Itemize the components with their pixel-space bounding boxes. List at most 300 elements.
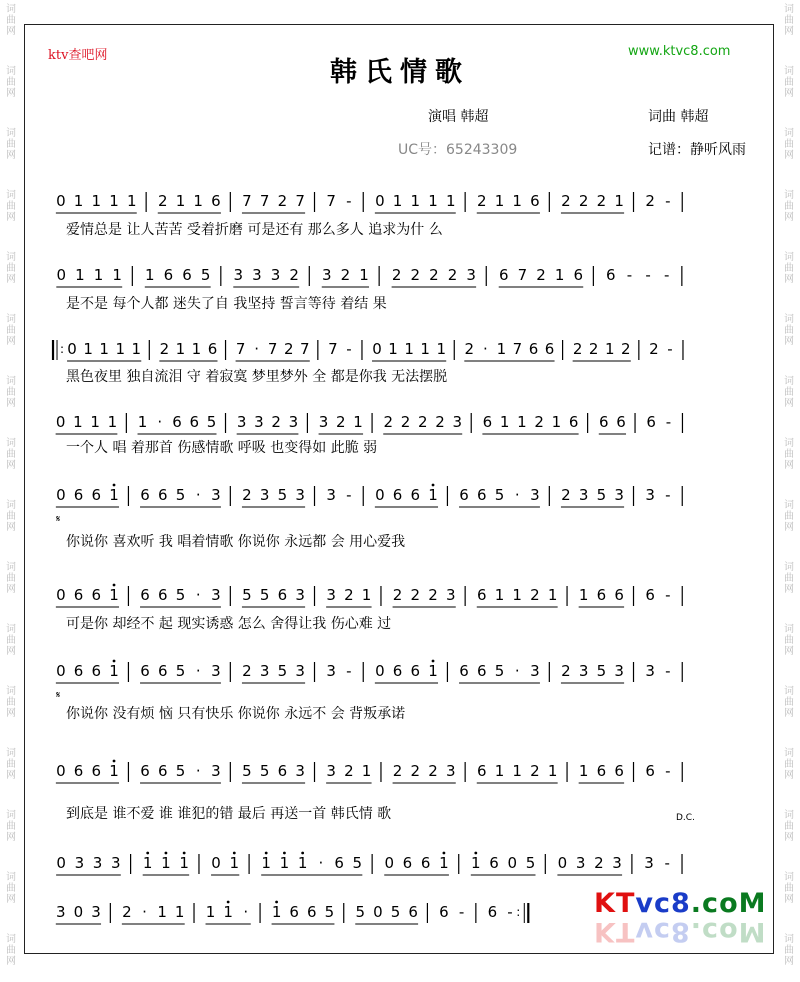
note: 6 (91, 486, 102, 504)
note: 6 (645, 762, 655, 780)
logo-text (594, 888, 767, 919)
note: 3 (326, 486, 336, 504)
watermark-mark: 词 曲 网 (784, 128, 794, 161)
watermark-mark: 词 曲 网 (6, 810, 16, 843)
note: 0 (373, 903, 383, 921)
note: - (645, 266, 651, 284)
logo-letter: v (635, 888, 654, 919)
watermark-mark: 词 曲 网 (784, 686, 794, 719)
note: 2 (578, 192, 589, 210)
note: 3 (530, 662, 540, 680)
note: 5 (525, 854, 536, 872)
note: 5 (175, 486, 186, 504)
high-octave-dot (146, 852, 149, 855)
note: 1 (428, 486, 438, 504)
note: 1 (229, 854, 240, 872)
note: 5 (277, 486, 288, 504)
note: 2 (561, 662, 571, 680)
note: 2 (410, 266, 421, 284)
lyric-line: 黑色夜里 独自流泪 守 着寂寞 梦里梦外 全 都是你我 无法摆脱 (66, 369, 448, 385)
note: 1 (83, 340, 93, 358)
watermark-mark: 词 曲 网 (6, 438, 16, 471)
note: 6 (646, 413, 656, 431)
watermark-mark: 词 曲 网 (6, 128, 16, 161)
note: 3 (452, 413, 462, 431)
note: 3 (326, 762, 336, 780)
note: · (514, 662, 520, 680)
note: 7 (267, 340, 278, 358)
note: 0 (56, 662, 66, 680)
note: 1 (361, 586, 372, 604)
note: 1 (494, 762, 505, 780)
logo-letter: o (719, 888, 739, 919)
note: 6 (277, 762, 288, 780)
high-octave-dot (443, 852, 446, 855)
note: · (254, 340, 260, 358)
note: 0 (56, 762, 66, 780)
note: 6 (334, 854, 344, 872)
note: 6 (459, 486, 469, 504)
note: 2 (242, 486, 252, 504)
note: 1 (614, 192, 624, 210)
note: 2 (383, 413, 394, 431)
note: 7 (517, 266, 528, 284)
note: 0 (375, 662, 385, 680)
note: 2 (392, 762, 403, 780)
watermark-mark: 词 曲 网 (6, 314, 16, 347)
note: 6 (596, 762, 607, 780)
note: 5 (242, 586, 252, 604)
note: 5 (242, 762, 252, 780)
high-octave-dot (432, 484, 435, 487)
note: 2 (649, 340, 659, 358)
note: 1 (547, 586, 558, 604)
note: 2 (417, 413, 428, 431)
note: 2 (645, 192, 655, 210)
note: 7 (295, 192, 305, 210)
high-octave-dot (432, 660, 435, 663)
note: 2 (429, 266, 439, 284)
lyric-line: 爱情总是 让人苦苦 受着折磨 可是还有 那么多人 追求为什 么 (66, 222, 443, 238)
note: - (665, 413, 672, 431)
note: 3 (614, 486, 624, 504)
note: 7 (326, 192, 336, 210)
note: 6 (476, 486, 487, 504)
note: 5 (259, 762, 270, 780)
note: 3 (270, 266, 281, 284)
note: 5 (175, 586, 186, 604)
logo-letter-reflection: K (594, 916, 616, 947)
note: 1 (428, 662, 438, 680)
note: 3 (326, 586, 336, 604)
note: 1 (261, 854, 271, 872)
note: 6 (207, 340, 218, 358)
site-name-left: ktv查吧网 (48, 48, 108, 63)
note: 1 (93, 266, 104, 284)
note: 2 (159, 340, 170, 358)
watermark-mark: 词 曲 网 (6, 748, 16, 781)
note: 2 (530, 762, 540, 780)
lyric-line: 可是你 却经不 起 现实诱惑 怎么 舍得让我 伤心难 过 (66, 616, 392, 632)
lyric-line: 你说你 没有烦 恼 只有快乐 你说你 永远不 会 背叛承诺 (66, 706, 406, 722)
logo-letter-reflection: M (738, 916, 767, 947)
note: 6 (476, 586, 487, 604)
note: 5 (355, 903, 366, 921)
note: 5 (352, 854, 363, 872)
note: 7 (242, 192, 252, 210)
lyric-line: 你说你 喜欢听 我 唱着情歌 你说你 永远都 会 用心爱我 (66, 534, 406, 550)
note: 6 (157, 586, 168, 604)
note: 0 (375, 486, 385, 504)
note: 6 (91, 762, 102, 780)
repeat-dots: : (516, 905, 521, 919)
note: 6 (476, 762, 487, 780)
segno-sign: 𝄋 (56, 514, 61, 525)
note: 1 (109, 662, 119, 680)
high-octave-dot (113, 584, 116, 587)
note: 0 (384, 854, 395, 872)
note: 6 (182, 266, 192, 284)
note: 5 (324, 903, 335, 921)
note: 1 (90, 413, 100, 431)
note: 6 (163, 266, 174, 284)
note: · (195, 486, 201, 504)
watermark-mark: 词 曲 网 (6, 66, 16, 99)
note: - (346, 340, 352, 358)
note: 1 (179, 854, 189, 872)
note: 1 (73, 192, 84, 210)
note: 3 (288, 413, 299, 431)
note: 6 (482, 413, 493, 431)
logo-letter-reflection: c (702, 916, 720, 947)
note: 0 (55, 413, 66, 431)
note: 1 (551, 413, 562, 431)
note: 6 (277, 586, 288, 604)
note: · (514, 486, 520, 504)
note: - (664, 266, 670, 284)
note: 2 (344, 762, 354, 780)
note: 1 (392, 192, 403, 210)
note: 2 (391, 266, 402, 284)
note: 6 (487, 903, 498, 921)
note: 2 (271, 413, 281, 431)
logo-letter: T (615, 888, 636, 919)
note: - (665, 662, 671, 680)
note: 6 (606, 266, 616, 284)
watermark-mark: 词 曲 网 (784, 624, 794, 657)
note: 6 (530, 192, 540, 210)
note: 6 (392, 486, 403, 504)
note: 3 (645, 486, 655, 504)
note: 2 (277, 192, 288, 210)
note: 6 (596, 586, 607, 604)
note: 1 (512, 762, 522, 780)
note: 6 (544, 340, 555, 358)
site-url[interactable]: www.ktvc8.com (628, 44, 731, 59)
note: 2 (561, 192, 571, 210)
note: 0 (557, 854, 568, 872)
note: - (665, 486, 671, 504)
note: 2 (464, 340, 475, 358)
note: 6 (420, 854, 431, 872)
note: 0 (56, 192, 66, 210)
logo-letter: c (702, 888, 720, 919)
note: 1 (174, 903, 185, 921)
watermark-mark: 词 曲 网 (6, 4, 16, 37)
note: 6 (140, 486, 150, 504)
note: 3 (233, 266, 244, 284)
note: 2 (410, 586, 421, 604)
note: 1 (157, 903, 167, 921)
note: 2 (289, 266, 299, 284)
logo-letter: M (738, 888, 767, 919)
note: 1 (271, 903, 282, 921)
high-octave-dot (113, 484, 116, 487)
note: 1 (223, 903, 233, 921)
note: 3 (578, 486, 589, 504)
note: 1 (471, 854, 481, 872)
watermark-mark: 词 曲 网 (784, 872, 794, 905)
watermark-mark: 词 曲 网 (784, 376, 794, 409)
logo-letter: . (690, 888, 703, 919)
note: 0 (507, 854, 518, 872)
note: 1 (512, 192, 522, 210)
note: 3 (254, 413, 264, 431)
note: 6 (573, 266, 584, 284)
note: 3 (56, 903, 66, 921)
high-octave-dot (227, 901, 230, 904)
watermark-mark: 词 曲 网 (6, 190, 16, 223)
high-octave-dot (265, 852, 268, 855)
logo-letter-reflection: o (719, 916, 739, 947)
note: 1 (75, 266, 85, 284)
note: 3 (211, 762, 221, 780)
note: 3 (318, 413, 329, 431)
watermark-mark: 词 曲 网 (784, 190, 794, 223)
high-octave-dot (113, 760, 116, 763)
note: 3 (445, 586, 456, 604)
note: 2 (410, 762, 421, 780)
note: 3 (578, 662, 589, 680)
note: 1 (496, 340, 507, 358)
note: 3 (111, 854, 121, 872)
note: 1 (99, 340, 109, 358)
note: 1 (410, 192, 421, 210)
note: 3 (295, 662, 305, 680)
note: 2 (157, 192, 168, 210)
note: 2 (242, 662, 252, 680)
note: 3 (211, 486, 221, 504)
note: 2 (572, 340, 583, 358)
note: 6 (157, 762, 168, 780)
note: 6 (614, 762, 624, 780)
note: 1 (175, 340, 186, 358)
note: 1 (547, 762, 558, 780)
note: 6 (439, 903, 449, 921)
note: 6 (459, 662, 469, 680)
note: 5 (277, 662, 288, 680)
watermark-mark: 词 曲 网 (6, 872, 16, 905)
logo-letter: K (594, 888, 616, 919)
note: 1 (517, 413, 527, 431)
note: - (458, 903, 465, 921)
note: 2 (596, 192, 607, 210)
note: 1 (73, 413, 83, 431)
note: 3 (466, 266, 476, 284)
repeat-dots: : (60, 342, 65, 356)
note: - (665, 586, 671, 604)
note: 6 (91, 662, 102, 680)
note: 0 (375, 192, 385, 210)
note: 1 (126, 192, 137, 210)
note: 3 (326, 662, 336, 680)
note: 2 (588, 340, 599, 358)
note: 3 (612, 854, 622, 872)
note: · (157, 413, 163, 431)
note: 2 (561, 486, 571, 504)
uc-number: UC号：65243309 (398, 142, 518, 158)
note: 1 (578, 586, 589, 604)
note: 1 (420, 340, 430, 358)
high-octave-dot (283, 852, 286, 855)
note: 0 (56, 266, 67, 284)
note: 3 (644, 854, 654, 872)
note: 2 (122, 903, 132, 921)
note: 0 (73, 903, 84, 921)
logo-letter: c (653, 888, 671, 919)
da-capo-mark: D.C. (676, 813, 695, 823)
watermark-mark: 词 曲 网 (784, 500, 794, 533)
note: 1 (161, 854, 171, 872)
note: 1 (297, 854, 308, 872)
note: 6 (392, 662, 403, 680)
note: 6 (616, 413, 626, 431)
logo-letter-reflection: T (615, 916, 636, 947)
note: 6 (157, 662, 168, 680)
note: 7 (300, 340, 310, 358)
note: - (664, 854, 670, 872)
note: 6 (568, 413, 579, 431)
note: 2 (336, 413, 346, 431)
note: 5 (494, 486, 505, 504)
song-title: 韩氏情歌 (330, 57, 470, 88)
note: 2 (400, 413, 411, 431)
note: 0 (56, 854, 66, 872)
note: 0 (372, 340, 382, 358)
note: 2 (344, 586, 354, 604)
logo-letter-reflection: 8 (670, 916, 691, 947)
note: 6 (140, 662, 150, 680)
note: · (318, 854, 324, 872)
note: 5 (206, 413, 217, 431)
note: 1 (142, 854, 153, 872)
note: 6 (73, 586, 84, 604)
note: 1 (112, 266, 122, 284)
note: 6 (289, 903, 299, 921)
singer-credit: 演唱 韩超 (428, 109, 489, 125)
note: 1 (137, 413, 148, 431)
note: 7 (512, 340, 523, 358)
note: 1 (109, 586, 119, 604)
note: 2 (340, 266, 351, 284)
note: 1 (279, 854, 290, 872)
note: 1 (494, 192, 505, 210)
note: 0 (211, 854, 221, 872)
note: 6 (140, 586, 150, 604)
note: 1 (115, 340, 125, 358)
note: - (346, 662, 352, 680)
logo-letter-reflection: c (653, 916, 671, 947)
note: 1 (205, 903, 216, 921)
lyric-line: 到底是 谁不爱 谁 谁犯的错 最后 再送一首 韩氏情 歌 (66, 806, 392, 822)
note: 6 (402, 854, 413, 872)
note: 3 (252, 266, 262, 284)
note: 1 (436, 340, 446, 358)
note: 1 (109, 486, 119, 504)
note: 6 (91, 586, 102, 604)
note: 2 (594, 854, 604, 872)
note: 3 (321, 266, 332, 284)
high-octave-dot (165, 852, 168, 855)
note: 7 (235, 340, 246, 358)
note: 0 (56, 486, 66, 504)
note: 6 (172, 413, 182, 431)
note: - (507, 903, 513, 921)
lyric-line: 一个人 唱 着那首 伤感情歌 呼吸 也变得如 此脆 弱 (66, 440, 378, 456)
note: 1 (193, 192, 203, 210)
note: 6 (498, 266, 509, 284)
note: 3 (575, 854, 586, 872)
watermark-mark: 词 曲 网 (6, 252, 16, 285)
note: · (243, 903, 249, 921)
note: 3 (211, 586, 221, 604)
note: 2 (435, 413, 445, 431)
note: - (626, 266, 633, 284)
note: 1 (175, 192, 186, 210)
high-octave-dot (301, 852, 304, 855)
note: 1 (91, 192, 102, 210)
watermark-mark: 词 曲 网 (784, 252, 794, 285)
note: 6 (140, 762, 150, 780)
note: 1 (404, 340, 414, 358)
note: 1 (439, 854, 449, 872)
note: 2 (476, 192, 487, 210)
watermark-mark: 词 曲 网 (784, 4, 794, 37)
note: 2 (447, 266, 458, 284)
note: 1 (445, 192, 456, 210)
note: 1 (388, 340, 398, 358)
note: · (195, 586, 201, 604)
logo-reflection (594, 916, 767, 947)
ktvc8-logo (594, 888, 767, 950)
note: 3 (91, 903, 101, 921)
note: 3 (445, 762, 456, 780)
watermark-mark: 词 曲 网 (784, 314, 794, 347)
logo-letter-reflection: . (690, 916, 703, 947)
note: 2 (392, 586, 403, 604)
note: 0 (56, 586, 66, 604)
note: 6 (599, 413, 609, 431)
note: 1 (428, 192, 438, 210)
note: 3 (295, 762, 305, 780)
transcriber-credit: 记谱：静听风雨 (648, 142, 746, 158)
note: 3 (295, 586, 305, 604)
note: 3 (92, 854, 103, 872)
note: 5 (259, 586, 270, 604)
note: 3 (614, 662, 624, 680)
logo-letter-reflection: v (635, 916, 654, 947)
note: 2 (534, 413, 544, 431)
